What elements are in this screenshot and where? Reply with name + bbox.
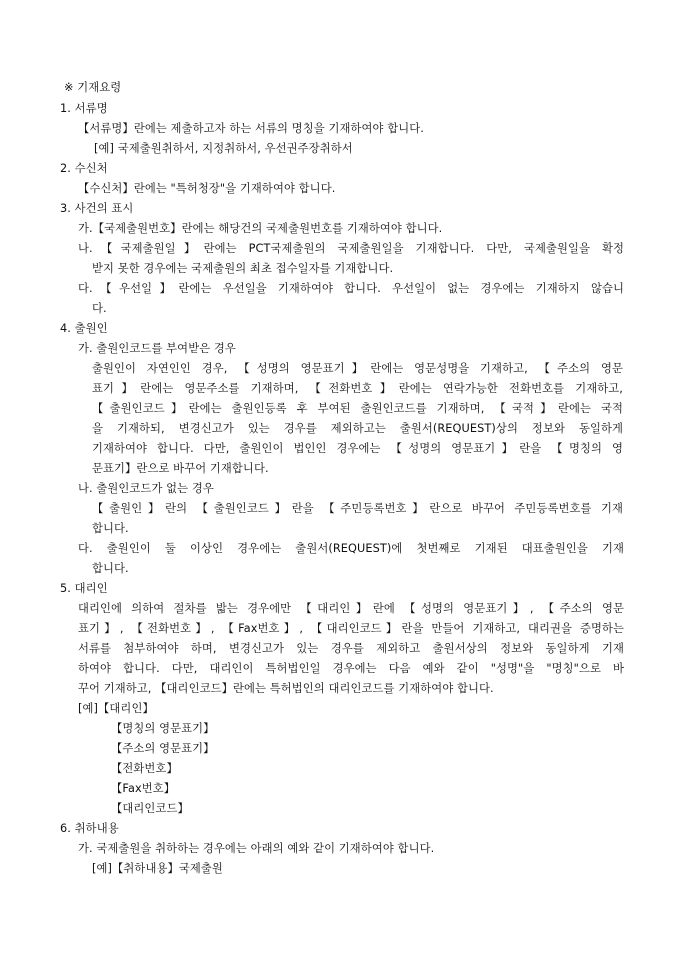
section-4-title: 4. 출원인 bbox=[60, 322, 108, 335]
notes-heading: ※ 기재요령 bbox=[64, 81, 122, 94]
section-5-para-line2: 표기】, 【전화번호】, 【Fax번호】, 【대리인코드】란을 만들어 기재하고, 대리권을 증명하는 bbox=[78, 622, 624, 635]
section-1-example: [예] 국제출원취하서, 지정취하서, 우선권주장취하서 bbox=[94, 142, 353, 155]
section-1-title: 1. 서류명 bbox=[60, 102, 108, 115]
section-4-ga-line1: 출원인이 자연인인 경우, 【성명의 영문표기】란에는 영문성명을 기재하고, 【주소의 영문 bbox=[92, 362, 623, 375]
section-2-text: 【수신처】란에는 "특허청장"을 기재하여야 합니다. bbox=[78, 182, 336, 195]
section-5-example-head: [예]【대리인】 bbox=[78, 702, 154, 715]
section-3-item-ga: 가.【국제출원번호】란에는 해당건의 국제출원번호를 기재하여야 합니다. bbox=[78, 222, 443, 235]
section-5-example-item: 【대리인코드】 bbox=[111, 802, 189, 815]
section-3-item-na-line2: 받지 못한 경우에는 국제출원의 최초 접수일자를 기재합니다. bbox=[92, 262, 394, 275]
section-5-example-item: 【Fax번호】 bbox=[111, 782, 176, 795]
section-5-para-line5: 꾸어 기재하고, 【대리인코드】란에는 특허법인의 대리인코드를 기재하여야 합니다. bbox=[78, 682, 494, 695]
section-3-item-da-line1: 다.【우선일】란에는 우선일을 기재하여야 합니다. 우선일이 없는 경우에는 기재하지 않습니 bbox=[78, 282, 624, 295]
section-4-item-da-line2: 합니다. bbox=[92, 562, 129, 575]
section-6-title: 6. 취하내용 bbox=[60, 822, 119, 835]
section-3-title: 3. 사건의 표시 bbox=[60, 202, 134, 215]
section-5-example-item: 【명칭의 영문표기】 bbox=[111, 722, 215, 735]
section-5-example-item: 【주소의 영문표기】 bbox=[111, 742, 215, 755]
section-5-para-line1: 대리인에 의하여 절차를 밟는 경우에만 【대리인】란에 【성명의 영문표기】, 【주소의 영문 bbox=[78, 602, 624, 615]
section-6-example: [예]【취하내용】국제출원 bbox=[92, 862, 223, 875]
section-2-title: 2. 수신처 bbox=[60, 162, 108, 175]
section-5-para-line4: 하여야 합니다. 다만, 대리인이 특허법인일 경우에는 다음 예와 같이 "성명"을 "명칭"으로 바 bbox=[78, 662, 624, 675]
section-4-na-line1: 【출원인】란의 【출원인코드】란을 【주민등록번호】란으로 바꾸어 주민등록번호를 기재 bbox=[92, 502, 623, 515]
section-4-ga-line3: 【출원인코드】란에는 출원인등록 후 부여된 출원인코드를 기재하며, 【국적】란에는 국적 bbox=[92, 402, 623, 415]
section-4-na-line2: 합니다. bbox=[92, 522, 129, 535]
section-5-example-item: 【전화번호】 bbox=[111, 762, 178, 775]
section-4-ga-line2: 표기】란에는 영문주소를 기재하며, 【전화번호】란에는 연락가능한 전화번호를 기재하고, bbox=[92, 382, 623, 395]
section-4-ga-line4: 을 기재하되, 변경신고가 있는 경우를 제외하고는 출원서(REQUEST)상의 정보와 동일하게 bbox=[92, 422, 623, 435]
section-4-item-ga-title: 가. 출원인코드를 부여받은 경우 bbox=[78, 342, 236, 355]
section-5-title: 5. 대리인 bbox=[60, 582, 108, 595]
section-4-item-da-line1: 다. 출원인이 둘 이상인 경우에는 출원서(REQUEST)에 첫번째로 기재된 대표출원인을 기재 bbox=[78, 542, 624, 555]
section-5-para-line3: 서류를 첨부하여야 하며, 변경신고가 있는 경우를 제외하고 출원서상의 정보와 동일하게 기재 bbox=[78, 642, 624, 655]
section-4-item-na-title: 나. 출원인코드가 없는 경우 bbox=[78, 482, 214, 495]
section-3-item-na-line1: 나.【국제출원일】란에는 PCT국제출원의 국제출원일을 기재합니다. 다만, 국제출원일을 확정 bbox=[78, 242, 624, 255]
section-3-item-da-line2: 다. bbox=[92, 302, 107, 315]
section-1-text: 【서류명】란에는 제출하고자 하는 서류의 명칭을 기재하여야 합니다. bbox=[78, 122, 424, 135]
section-4-ga-line5: 기재하여야 합니다. 다만, 출원인이 법인인 경우에는 【성명의 영문표기】란을 【명칭의 영 bbox=[92, 442, 623, 455]
section-6-item-ga: 가. 국제출원을 취하하는 경우에는 아래의 예와 같이 기재하여야 합니다. bbox=[78, 842, 435, 855]
section-4-ga-line6: 문표기】란으로 바꾸어 기재합니다. bbox=[92, 462, 269, 475]
